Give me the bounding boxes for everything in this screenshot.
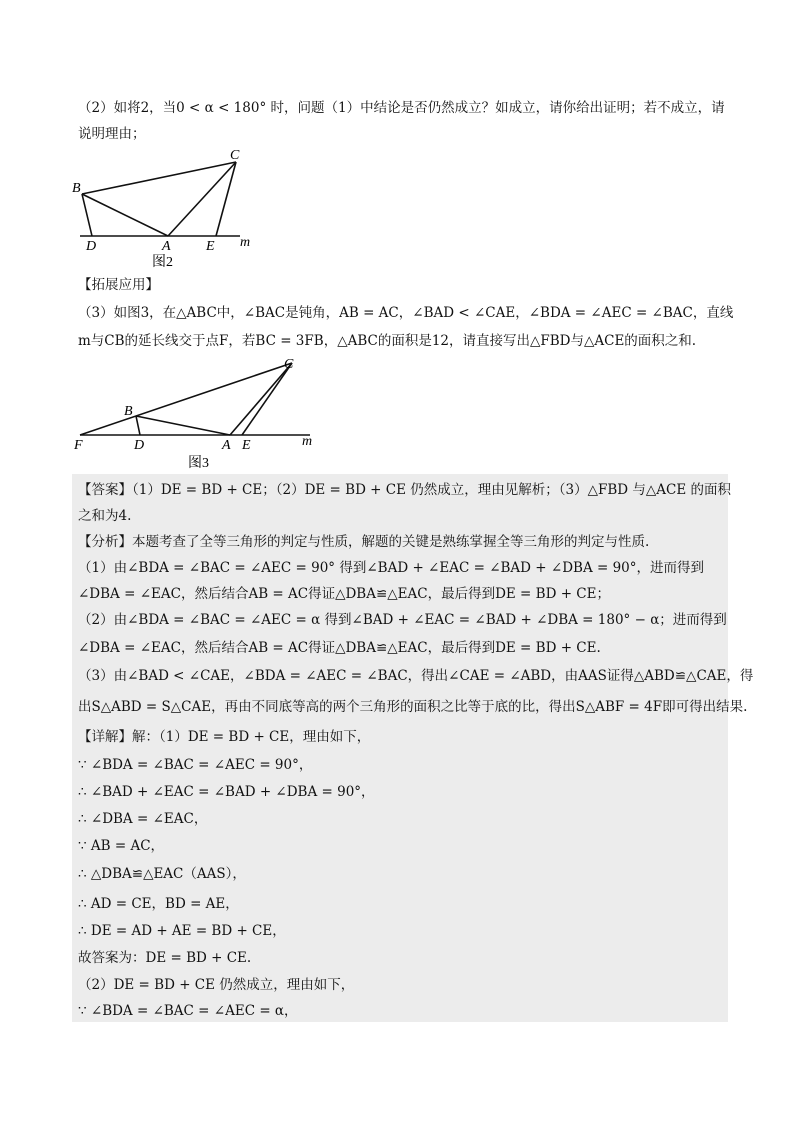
answer-line1: 【答案】（1）DE = BD + CE；（2）DE = BD + CE 仍然成立，理由见解析；（3）△FBD 与△ACE 的面积: [78, 482, 731, 498]
q2-text-line1: （2）如将2，当0 < α < 180° 时，问题（1）中结论是否仍然成立？如成立，请你给出证明；若不成立，请: [78, 100, 725, 116]
analysis-line3: ∠DBA = ∠EAC，然后结合AB = AC得证△DBA≌△EAC，最后得到DE = BD + CE；: [78, 586, 610, 602]
detail-line2: ∵ ∠BDA = ∠BAC = ∠AEC = 90°，: [78, 757, 313, 773]
label-C: C: [284, 357, 294, 372]
analysis-line1: 【分析】本题考查了全等三角形的判定与性质，解题的关键是熟练掌握全等三角形的判定与性质.: [78, 534, 650, 550]
label-E: E: [206, 239, 215, 254]
label-D: D: [134, 438, 145, 453]
segment-BC: [82, 162, 236, 194]
detail-line7: ∴ AD = CE，BD = AE，: [78, 896, 239, 912]
label-m: m: [302, 434, 313, 449]
label-C: C: [230, 148, 240, 163]
detail-line4: ∴ ∠DBA = ∠EAC，: [78, 811, 208, 827]
label-B: B: [124, 404, 133, 419]
figure-2: [70, 146, 270, 270]
detail-line9: 故答案为：DE = BD + CE.: [78, 950, 252, 966]
label-F: F: [74, 438, 83, 453]
label-A: A: [222, 438, 231, 453]
label-m: m: [240, 235, 251, 250]
detail-line10: （2）DE = BD + CE 仍然成立，理由如下，: [78, 977, 355, 993]
label-D: D: [86, 239, 97, 254]
label-B: B: [72, 181, 81, 196]
detail-line6: ∴ △DBA≌△EAC（AAS），: [78, 866, 246, 882]
analysis-line7: 出S△ABD = S△CAE，再由不同底等高的两个三角形的面积之比等于底的比，得出S△ABF = 4F即可得出结果.: [78, 699, 748, 715]
detail-line3: ∴ ∠BAD + ∠EAC = ∠BAD + ∠DBA = 90°，: [78, 784, 375, 800]
figure-3-caption: 图3: [188, 456, 209, 471]
segment-CE: [242, 363, 292, 435]
extension-heading: 【拓展应用】: [78, 277, 159, 293]
segment-BA: [136, 416, 230, 435]
segment-BD: [82, 194, 92, 236]
analysis-line5: ∠DBA = ∠EAC，然后结合AB = AC得证△DBA≌△EAC，最后得到DE = BD + CE.: [78, 640, 601, 656]
label-A: A: [162, 239, 171, 254]
q2-text-line2: 说明理由；: [78, 126, 146, 142]
detail-line5: ∵ AB = AC，: [78, 838, 165, 854]
detail-line8: ∴ DE = AD + AE = BD + CE，: [78, 923, 286, 939]
analysis-line2: （1）由∠BDA = ∠BAC = ∠AEC = 90° 得到∠BAD + ∠EAC = ∠BAD + ∠DBA = 90°，进而得到: [78, 560, 705, 576]
figure-2-caption: 图2: [152, 255, 173, 270]
detail-line1: 【详解】解：（1）DE = BD + CE，理由如下，: [78, 729, 371, 745]
label-E: E: [242, 438, 251, 453]
answer-line2: 之和为4.: [78, 508, 132, 524]
analysis-line4: （2）由∠BDA = ∠BAC = ∠AEC = α 得到∠BAD + ∠EAC = ∠BAD + ∠DBA = 180° − α；进而得到: [78, 612, 727, 628]
segment-BA: [82, 194, 168, 236]
detail-line11: ∵ ∠BDA = ∠BAC = ∠AEC = α，: [78, 1003, 298, 1019]
analysis-line6: （3）由∠BAD < ∠CAE，∠BDA = ∠AEC = ∠BAC，得出∠CAE = ∠ABD，由AAS证得△ABD≌△CAE，得: [78, 668, 754, 684]
q3-text-line2: m与CB的延长线交于点F，若BC = 3FB，△ABC的面积是12，请直接写出△FBD与△ACE的面积之和.: [78, 333, 697, 349]
segment-BD: [136, 416, 140, 435]
q3-text-line1: （3）如图3，在△ABC中，∠BAC是钝角，AB = AC，∠BAD < ∠CAE，∠BDA = ∠AEC = ∠BAC，直线: [78, 305, 734, 321]
figure-3: [70, 355, 330, 473]
